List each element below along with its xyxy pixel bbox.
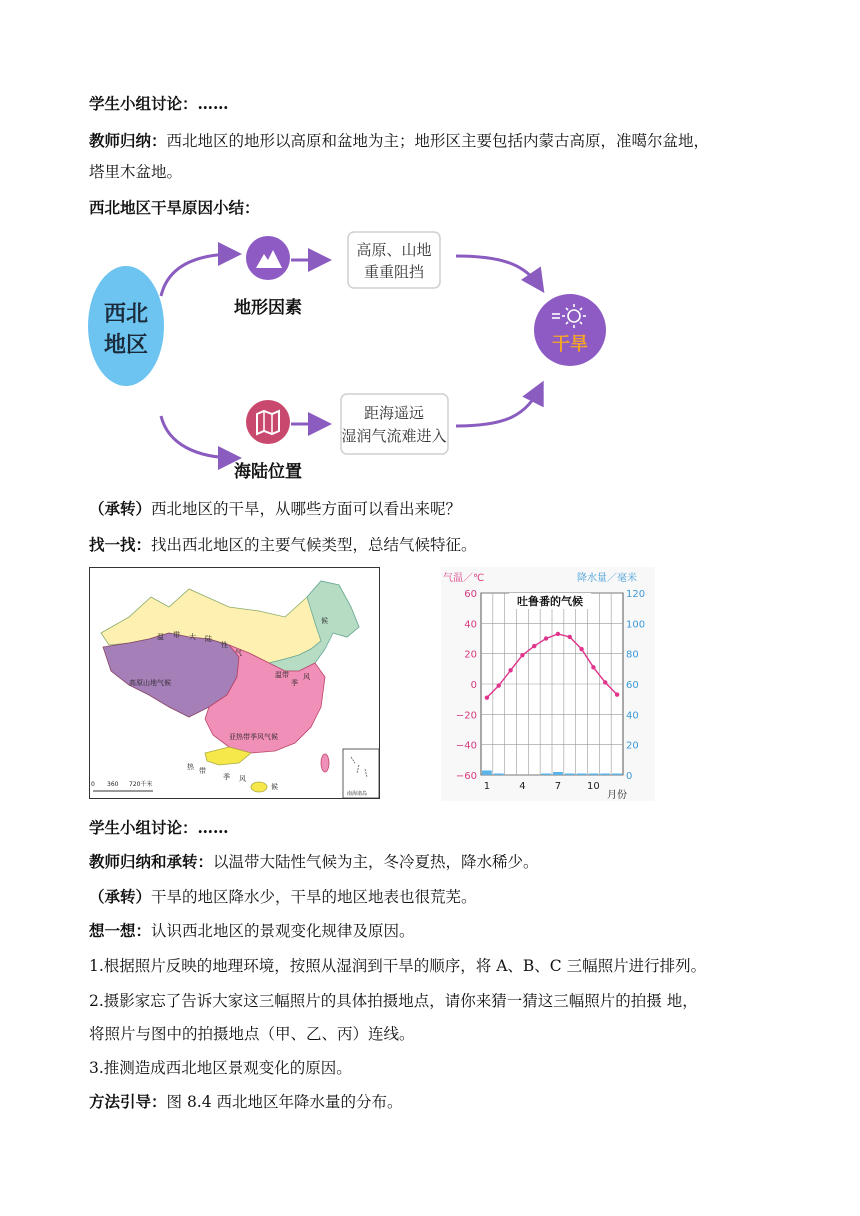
map-label-17: 候 xyxy=(271,783,278,791)
map-label-6: 气 xyxy=(235,649,242,657)
paragraph-task-2-cont xyxy=(89,1024,415,1044)
temperature-point xyxy=(544,636,548,640)
center-line1: 西北 xyxy=(103,302,149,327)
map-label-12: 亚热带季风气候 xyxy=(229,733,278,741)
precip-tick-label: 100 xyxy=(626,619,646,631)
paragraph-transition-2 xyxy=(89,887,477,907)
paragraph-task-2 xyxy=(89,991,698,1011)
text: 以温带大陆性气候为主，冬冷夏热，降水稀少。 xyxy=(213,853,539,871)
scale-360: 360 xyxy=(107,781,119,788)
chart-title: 吐鲁番的气候 xyxy=(517,595,583,608)
precip-bar xyxy=(494,773,504,775)
curve-bottom-right xyxy=(456,386,541,426)
turpan-climate-chart xyxy=(441,567,655,801)
text: 2.摄影家忘了告诉大家这三幅照片的具体拍摄地点，请你来猜一猜这三幅照片的拍摄 地， xyxy=(89,992,698,1010)
temperature-point xyxy=(568,635,572,639)
precip-bar xyxy=(577,773,587,775)
factor1-label: 地形因素 xyxy=(234,298,302,318)
month-tick-label: 7 xyxy=(554,781,562,792)
map-label-10: 季 xyxy=(291,679,298,687)
text: 西北地区的地形以高原和盆地为主；地形区主要包括内蒙古高原，准噶尔盆地， xyxy=(166,132,710,150)
temperature-point xyxy=(485,695,489,699)
paragraph-discussion-1 xyxy=(89,94,229,114)
box1-line1: 高原、山地 xyxy=(356,241,432,259)
label: 想一想： xyxy=(89,921,152,940)
precip-bar xyxy=(600,773,610,775)
text: 塔里木盆地。 xyxy=(89,163,183,181)
label: 西北地区干旱原因小结： xyxy=(89,198,260,217)
map-label-2: 带 xyxy=(173,631,180,639)
temperature-point xyxy=(603,680,607,684)
precip-bar xyxy=(612,773,622,775)
precip-bar xyxy=(589,773,599,775)
temp-axis-label: 气温／℃ xyxy=(443,573,485,584)
temp-tick-label: 60 xyxy=(464,589,477,600)
box-sea-land xyxy=(341,394,448,454)
box2-line1: 距海遥远 xyxy=(363,404,425,422)
map-label-3: 大 xyxy=(189,633,196,641)
precip-tick-label: 60 xyxy=(626,680,639,691)
precip-bar xyxy=(565,773,575,775)
month-tick-label: 1 xyxy=(483,781,491,792)
text: 图 8.4 西北地区年降水量的分布。 xyxy=(166,1093,403,1111)
month-axis-label: 月份 xyxy=(607,790,627,801)
drought-circle xyxy=(534,294,606,366)
temp-tick-label: −20 xyxy=(455,710,477,722)
label: 找一找： xyxy=(89,535,152,554)
temp-tick-label: −60 xyxy=(455,771,477,782)
text: 西北地区的干旱，从哪些方面可以看出来呢？ xyxy=(151,500,462,518)
paragraph-find xyxy=(89,535,477,555)
label: 教师归纳： xyxy=(89,131,167,150)
label: 方法引导： xyxy=(89,1092,167,1111)
text: 认识西北地区的景观变化规律及原因。 xyxy=(151,922,415,940)
precip-axis-label: 降水量／毫米 xyxy=(577,573,637,584)
paragraph-task-1 xyxy=(89,956,706,976)
scale-0: 0 xyxy=(91,781,95,788)
label: 教师归纳和承转： xyxy=(89,852,214,871)
label: 学生小组讨论： xyxy=(89,94,198,113)
map-label-13: 热 xyxy=(187,763,194,771)
text: 找出西北地区的主要气候类型，总结气候特征。 xyxy=(151,536,477,554)
curve-top-right xyxy=(456,256,541,288)
center-line2: 地区 xyxy=(103,333,149,358)
temp-tick-label: 40 xyxy=(464,619,477,631)
box1-line2: 重重阻挡 xyxy=(363,263,425,281)
text: 干旱的地区降水少，干旱的地区地表也很荒芜。 xyxy=(151,888,477,906)
china-climate-map xyxy=(89,567,380,799)
temperature-point xyxy=(497,683,501,687)
paragraph-think xyxy=(89,921,415,941)
text: 1.根据照片反映的地理环境，按照从湿润到干旱的顺序，将 A、B、C 三幅照片进行排列。 xyxy=(89,957,707,975)
curve-top-left xyxy=(161,254,236,296)
precip-tick-label: 40 xyxy=(626,710,639,722)
temperature-point xyxy=(579,647,583,651)
paragraph-teacher-summary-cont xyxy=(89,162,182,182)
text: 将照片与图中的拍摄地点（甲、乙、丙）连线。 xyxy=(89,1025,415,1043)
precip-tick-label: 20 xyxy=(626,740,639,752)
factor2-label: 海陆位置 xyxy=(234,462,302,482)
label: （承转） xyxy=(89,887,152,906)
paragraph-teacher-summary xyxy=(89,131,709,151)
temperature-point xyxy=(532,644,536,648)
chart-grid xyxy=(481,593,623,775)
map-icon xyxy=(246,400,290,444)
precip-bar xyxy=(482,770,492,775)
map-label-4: 陆 xyxy=(205,635,212,643)
map-label-1: 温 xyxy=(157,633,164,641)
precip-bar xyxy=(541,773,551,775)
precip-tick-label: 120 xyxy=(626,589,646,600)
map-label-15: 季 xyxy=(223,773,230,781)
temp-tick-label: 0 xyxy=(470,680,477,691)
map-label-14: 带 xyxy=(199,767,206,775)
month-tick-label: 4 xyxy=(519,781,526,792)
paragraph-transition-1 xyxy=(89,499,461,519)
temperature-point xyxy=(615,692,619,696)
drought-cause-diagram xyxy=(86,226,616,488)
map-label-7: 候 xyxy=(321,617,328,625)
text: 3.推测造成西北地区景观变化的原因。 xyxy=(89,1059,352,1077)
temp-tick-label: −40 xyxy=(455,740,477,752)
label: 学生小组讨论： xyxy=(89,818,198,837)
map-label-16: 风 xyxy=(239,775,246,783)
temp-tick-label: 20 xyxy=(464,649,477,661)
inset-label: 南海诸岛 xyxy=(347,791,368,797)
paragraph-discussion-2 xyxy=(89,818,229,838)
map-label-11: 风 xyxy=(303,673,310,681)
paragraph-teacher-transition xyxy=(89,852,539,872)
paragraph-method xyxy=(89,1092,403,1112)
precip-tick-label: 80 xyxy=(626,649,639,661)
precip-bar xyxy=(553,772,563,775)
precip-tick-label: 0 xyxy=(626,771,633,782)
curve-bottom-left xyxy=(161,416,236,458)
temperature-point xyxy=(520,653,524,657)
month-tick-label: 10 xyxy=(587,781,600,792)
label: （承转） xyxy=(89,499,152,518)
temperature-point xyxy=(556,632,560,636)
temperature-point xyxy=(591,665,595,669)
map-label-9: 温带 xyxy=(275,671,289,679)
map-label-8: 高原山地气候 xyxy=(129,679,171,687)
map-label-5: 性 xyxy=(221,641,228,649)
box2-line2: 湿润气流难进入 xyxy=(341,427,447,445)
paragraph-drought-summary-title xyxy=(89,198,260,218)
text: …… xyxy=(197,818,229,837)
scale-720: 720千米 xyxy=(129,781,153,788)
text: …… xyxy=(197,94,229,113)
paragraph-task-3 xyxy=(89,1058,352,1078)
terrain-icon xyxy=(246,236,290,280)
result-label: 干旱 xyxy=(552,334,588,355)
temperature-point xyxy=(508,668,512,672)
